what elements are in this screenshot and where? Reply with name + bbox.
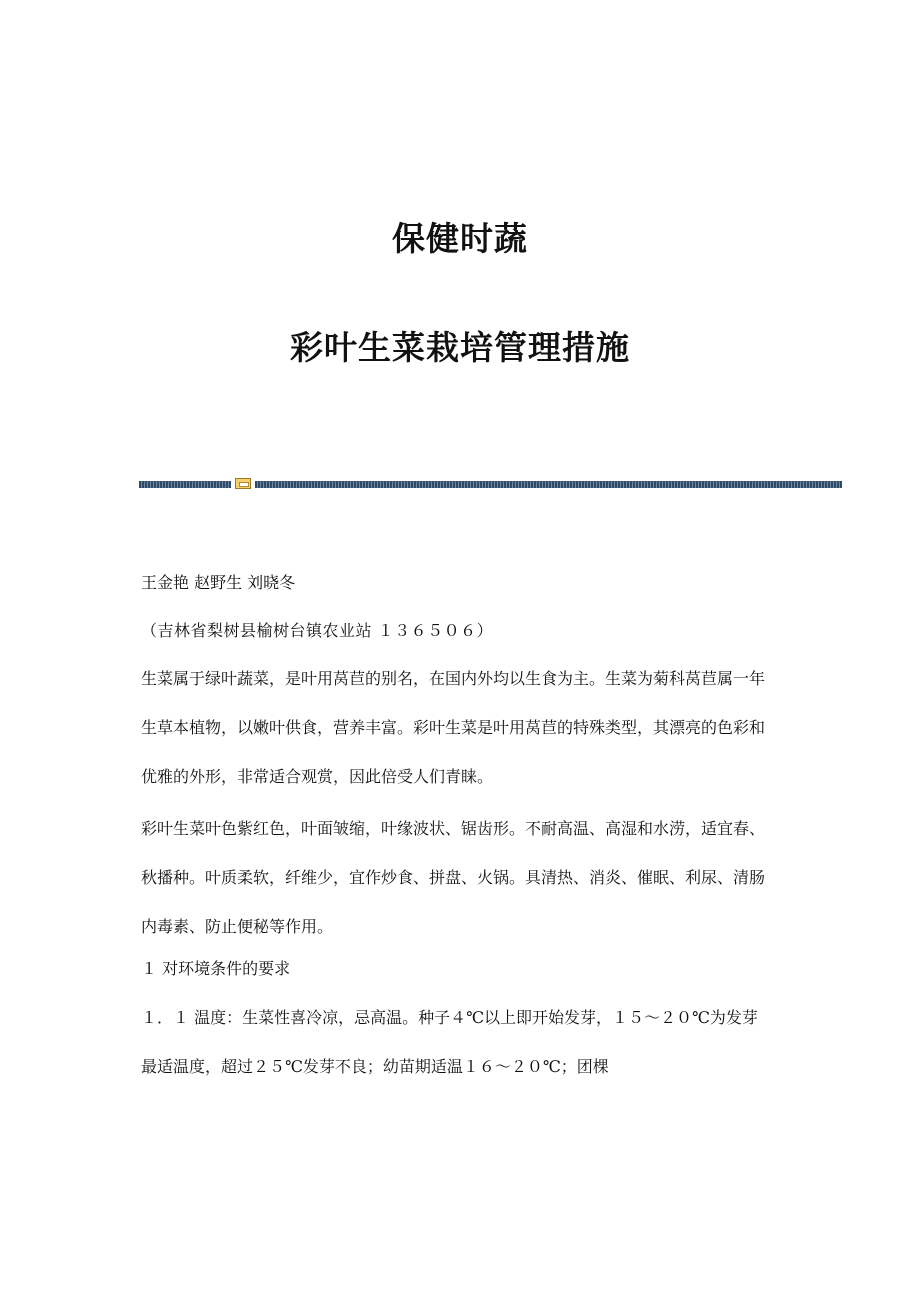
decorative-divider [139, 477, 842, 491]
title-line-2: 彩叶生菜栽培管理措施 [290, 328, 630, 367]
divider-bar-right [255, 481, 842, 488]
section-heading: １ 对环境条件的要求 [141, 959, 291, 978]
ornament-icon [235, 478, 251, 489]
subsection-temperature: １．１ 温度：生菜性喜冷凉，忌高温。种子４℃以上即开始发芽，１５～２０℃为发芽最适温度，超过２５℃发芽不良；幼苗期适温１６～２０℃；团棵 [141, 1008, 758, 1076]
divider-bar-left [139, 481, 231, 488]
paragraph-description: 彩叶生菜叶色紫红色，叶面皱缩，叶缘波状、锯齿形。不耐高温、高湿和水涝，适宜春、秋播种。叶质柔软，纤维少，宜作炒食、拼盘、火锅。具清热、消炎、催眠、利尿、清肠内毒素、防止便秘等作用。 [141, 819, 766, 936]
affiliation: （吉林省梨树县榆树台镇农业站 １３６５０６） [141, 621, 494, 640]
article-body [141, 570, 773, 1091]
authors: 王金艳 赵野生 刘晓冬 [141, 573, 296, 592]
title-line-1: 保健时蔬 [392, 219, 528, 258]
paragraph-intro: 生菜属于绿叶蔬菜，是叶用莴苣的别名，在国内外均以生食为主。生菜为菊科莴苣属一年生草本植物，以嫩叶供食，营养丰富。彩叶生菜是叶用莴苣的特殊类型，其漂亮的色彩和优雅的外形，非常适合观赏，因此倍受人们青睐。 [141, 669, 766, 786]
